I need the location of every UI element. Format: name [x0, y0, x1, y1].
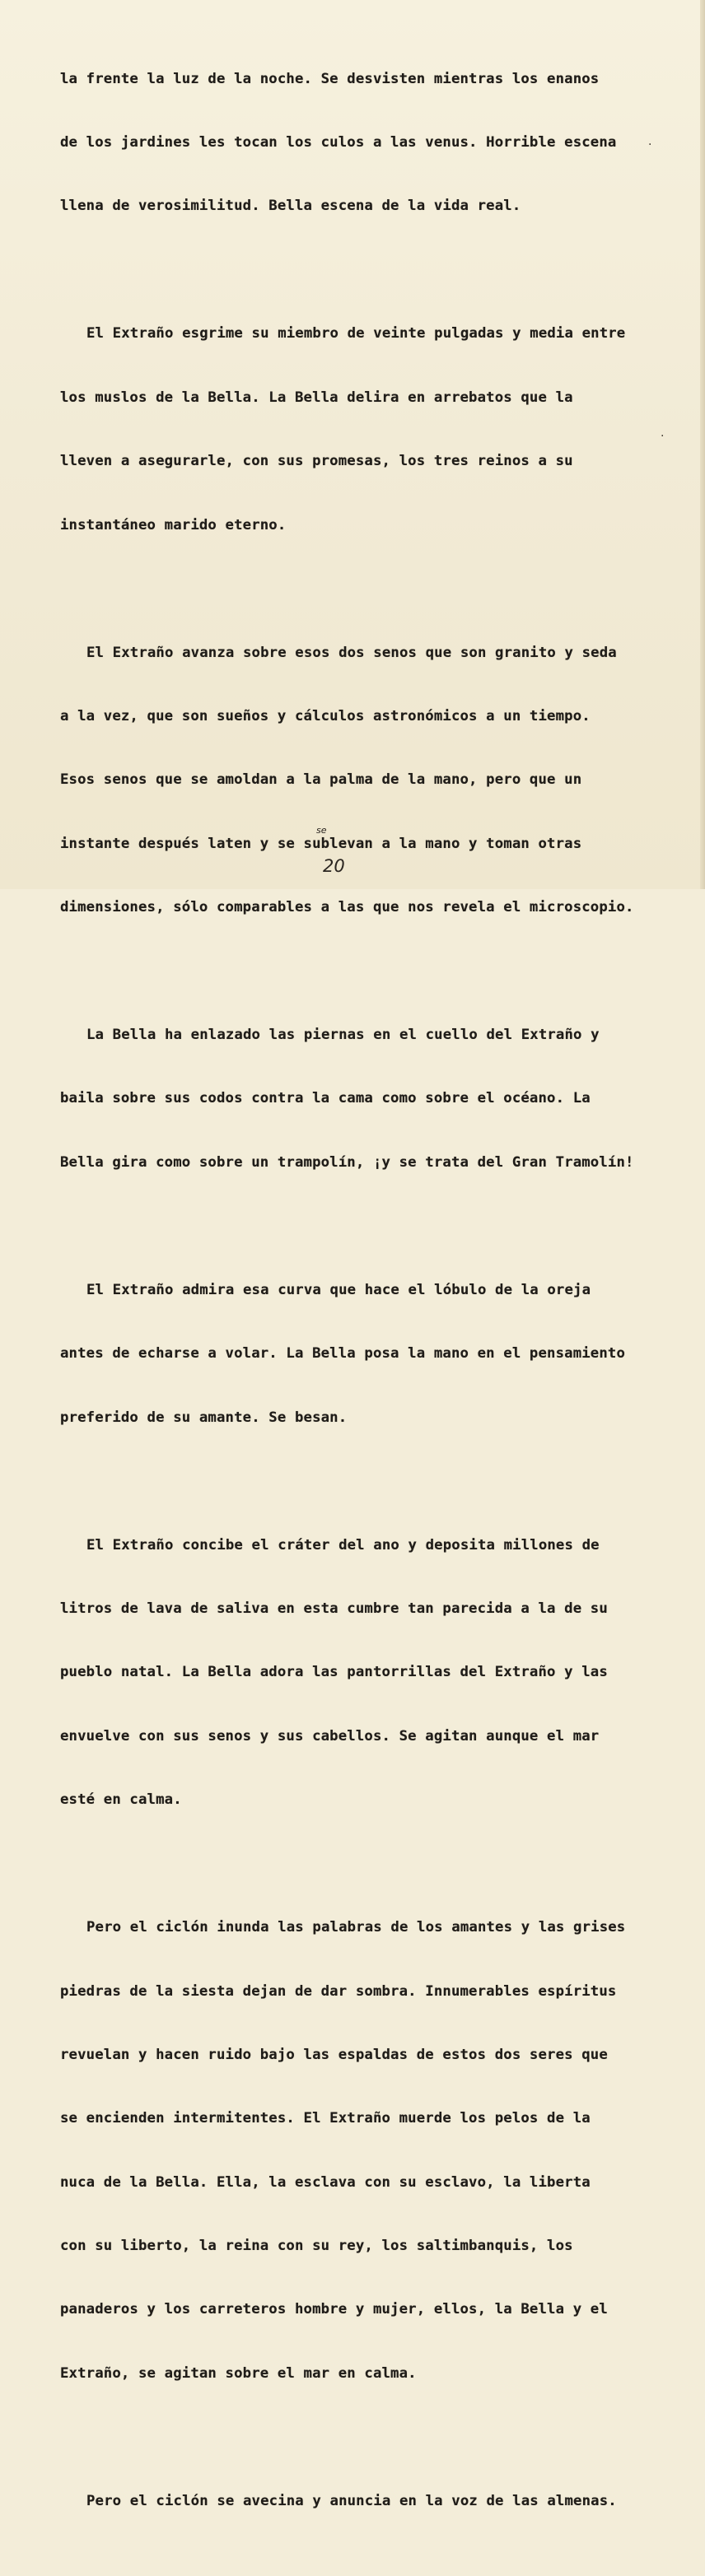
text-line: Pero el ciclón inunda las palabras de los amantes y las grises	[86, 1919, 626, 1936]
text-line: antes de echarse a volar. La Bella posa la mano en el pensamiento	[60, 1345, 626, 1363]
paragraph-1	[60, 26, 670, 260]
text-line: instante después laten y se sublevan a la mano y toman otras	[60, 835, 582, 852]
text-line: preferido de su amante. Se besan.	[60, 1409, 348, 1426]
text-line: piedras de la siesta dejan de dar sombra. Innumerables espíritus	[60, 1982, 617, 2000]
paragraph-6	[60, 1493, 670, 1854]
text-line: Bella gira como sobre un trampolín, ¡y se trata del Gran Tramolín!	[60, 1153, 634, 1171]
text-line: Pero el ciclón se avecina y anuncia en la voz de las almenas.	[86, 2492, 617, 2509]
paragraph-2	[60, 282, 670, 579]
text-line: nuca de la Bella. Ella, la esclava con su esclavo, la liberta	[60, 2173, 591, 2191]
paragraph-7	[60, 1875, 670, 2428]
text-line: La Bella ha enlazado las piernas en el cuello del Extraño y	[86, 1027, 600, 1044]
text-line: instantáneo marido eterno.	[60, 516, 287, 533]
text-line: llena de verosimilitud. Bella escena de la vida real.	[60, 198, 521, 215]
paragraph-3	[60, 600, 670, 962]
text-line: de los jardines les tocan los culos a las venus. Horrible escena	[60, 133, 617, 151]
text-line: El Extraño concibe el cráter del ano y deposita millones de	[86, 1536, 600, 1554]
text-line: la frente la luz de la noche. Se desvisten mientras los enanos	[60, 70, 600, 87]
page-number: 20	[323, 856, 345, 876]
text-body	[60, 26, 670, 2576]
text-line: los muslos de la Bella. La Bella delira en arrebatos que la	[60, 389, 573, 406]
text-line: El Extraño esgrime su miembro de veinte pulgadas y media entre	[86, 325, 626, 342]
text-line: litros de lava de saliva en esta cumbre tan parecida a la de su	[60, 1600, 608, 1617]
text-line: Extraño, se agitan sobre el mar en calma.	[60, 2364, 417, 2382]
paragraph-5	[60, 1237, 670, 1471]
text-line: con su liberto, la reina con su rey, los saltimbanquis, los	[60, 2238, 573, 2255]
text-line: Esos senos que se amoldan a la palma de la mano, pero que un	[60, 771, 582, 789]
page-edge	[700, 0, 705, 889]
text-line: pueblo natal. La Bella adora las pantorrillas del Extraño y las	[60, 1664, 608, 1681]
paragraph-4	[60, 982, 670, 1216]
text-line: baila sobre sus codos contra la cama como sobre el océano. La	[60, 1090, 591, 1107]
text-line: esté en calma.	[60, 1791, 182, 1809]
text-line: lleven a asegurarle, con sus promesas, los tres reinos a su	[60, 453, 573, 470]
stray-mark-dot: ·	[648, 138, 652, 151]
handwritten-insert: se	[316, 825, 327, 836]
text-line: El Extraño avanza sobre esos dos senos que son granito y seda	[86, 644, 617, 661]
text-line: envuelve con sus senos y sus cabellos. Se agitan aunque el mar	[60, 1727, 600, 1745]
text-line: panaderos y los carreteros hombre y mujer, ellos, la Bella y el	[60, 2301, 608, 2318]
paragraph-8	[60, 2448, 670, 2555]
text-line: dimensiones, sólo comparables a las que nos revela el microscopio.	[60, 899, 634, 916]
text-line: El Extraño admira esa curva que hace el lóbulo de la oreja	[86, 1281, 591, 1298]
stray-mark-dot: ·	[661, 430, 665, 443]
text-line: a la vez, que son sueños y cálculos astronómicos a un tiempo.	[60, 707, 591, 724]
text-line: se encienden intermitentes. El Extraño muerde los pelos de la	[60, 2110, 591, 2127]
text-line: revuelan y hacen ruido bajo las espaldas de estos dos seres que	[60, 2046, 608, 2063]
